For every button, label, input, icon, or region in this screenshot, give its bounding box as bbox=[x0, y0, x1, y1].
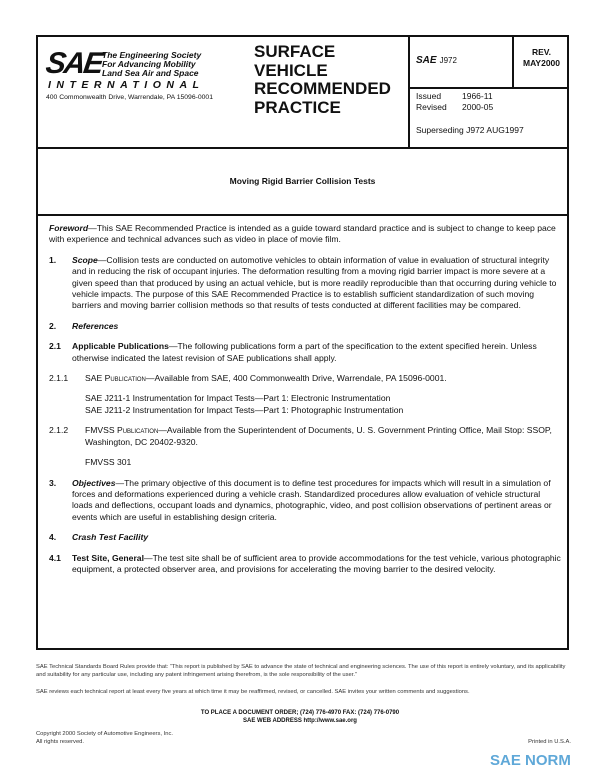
revised-date: 2000-05 bbox=[462, 102, 494, 112]
sae-small-logo: SAE bbox=[416, 55, 437, 66]
category-line: PRACTICE bbox=[254, 97, 341, 117]
document-header bbox=[38, 37, 567, 149]
section-heading: Test Site, General bbox=[72, 552, 144, 563]
reference: SAE J211-2 Instrumentation for Impact Tests—Part 1: Photographic Instrumentation bbox=[85, 404, 404, 415]
section-number: 1. bbox=[49, 254, 57, 265]
tagline-line: The Engineering Society bbox=[102, 50, 202, 60]
section-heading: Scope bbox=[72, 254, 98, 265]
section-heading: Applicable Publications bbox=[72, 341, 169, 352]
section-number: 2.1 bbox=[49, 341, 61, 352]
section-number: 4.1 bbox=[49, 552, 61, 563]
web-address: SAE WEB ADDRESS http://www.sae.org bbox=[243, 718, 357, 724]
section-heading: FMVSS Publication bbox=[85, 425, 159, 436]
section-2-1-1 bbox=[49, 373, 561, 384]
order-info bbox=[0, 709, 600, 725]
doc-number bbox=[416, 55, 457, 66]
section-text: —Available from the Superintendent of Documents, U. S. Government Printing Office, Mail Stop: SSOP, Washington, DC 20402-9320. bbox=[85, 425, 552, 447]
doc-number-text: J972 bbox=[439, 56, 457, 65]
rev-label: REV. bbox=[531, 47, 552, 57]
section-text: —The primary objective of this document is to define test procedures for impacts which will result in a simulation of forces and deformations experienced during a vehicle crash. Standardized procedures allow evaluation of vehicle structural loads and deflections, occupant loads and dynamics, photographic, video, and post collision observations of pertinent areas or events which are useful in establishing design criteria. bbox=[72, 477, 552, 522]
section-4 bbox=[49, 532, 561, 543]
doc-id-row bbox=[410, 37, 569, 89]
order-phone: TO PLACE A DOCUMENT ORDER; (724) 776-4970 FAX: (724) 776-0790 bbox=[200, 710, 400, 716]
reference: SAE J211-1 Instrumentation for Impact Tests—Part 1: Electronic Instrumentation bbox=[85, 393, 391, 404]
section-2-1 bbox=[49, 341, 561, 364]
issued-label: Issued bbox=[416, 91, 442, 101]
section-4-1 bbox=[49, 553, 561, 576]
foreword bbox=[49, 223, 561, 246]
foreword-text: —This SAE Recommended Practice is intended as a guide toward standard practice and is subject to change to keep pace with experience and technical advances such as video in place of movie film. bbox=[49, 223, 556, 245]
section-2-1-2 bbox=[49, 425, 561, 448]
section-2 bbox=[49, 321, 561, 332]
revised-label: Revised bbox=[416, 102, 447, 112]
doc-category bbox=[254, 43, 391, 117]
section-number: 3. bbox=[49, 477, 57, 488]
tagline-line: Land Sea Air and Space bbox=[102, 68, 199, 78]
section-heading: Objectives bbox=[72, 477, 116, 488]
section-text: —The test site shall be of sufficient area to provide accommodations for the test vehicle, various photographic equipment, a protected observer area, and provisions for accelerating the moving barrier to the desired velocity. bbox=[72, 552, 561, 574]
document-frame bbox=[36, 35, 569, 650]
international-text: INTERNATIONAL bbox=[48, 79, 205, 91]
document-title: Moving Rigid Barrier Collision Tests bbox=[229, 176, 376, 186]
copyright-text: Copyright 2000 Society of Automotive Engineers, Inc. bbox=[36, 731, 173, 737]
sae-logo-mark: SAE bbox=[43, 47, 105, 80]
tagline-line: For Advancing Mobility bbox=[102, 59, 196, 69]
issued-date: 1966-11 bbox=[462, 91, 493, 101]
category-line: RECOMMENDED bbox=[254, 79, 391, 98]
sae-references bbox=[49, 393, 561, 416]
society-tagline bbox=[102, 51, 201, 78]
sae-norm-watermark: SAE NORM bbox=[490, 752, 571, 769]
superseding: Superseding J972 AUG1997 bbox=[416, 125, 524, 135]
section-number: 4. bbox=[49, 532, 57, 543]
section-text: —Available from SAE, 400 Commonwealth Drive, Warrendale, PA 15096-0001. bbox=[145, 373, 447, 384]
section-number: 2. bbox=[49, 320, 57, 331]
section-heading: SAE Publication bbox=[85, 373, 146, 384]
section-number: 2.1.1 bbox=[49, 373, 69, 384]
category-line: SURFACE bbox=[254, 42, 336, 61]
foreword-heading: Foreword bbox=[49, 223, 89, 233]
printed-in: Printed in U.S.A. bbox=[528, 739, 571, 745]
section-text: —Collision tests are conducted on automotive vehicles to obtain information of value in evaluation of structural integrity and in reducing the risk of occupant injuries. The deformation resulting from a moving rigid barrier impact is more severe at a given speed than that produced by using an actual vehicle, but is more readily reproducible than that occurring during vehicle to vehicle impacts. The purpose of this SAE Recommended Practice is to establish sufficient standardization of such moving barriers and moving barrier collision methods so that results of tests conducted at different facilities may be compared. bbox=[72, 254, 557, 311]
document-body bbox=[49, 223, 561, 584]
rev-date: MAY2000 bbox=[522, 58, 561, 68]
dates bbox=[416, 91, 508, 113]
section-heading: References bbox=[72, 320, 119, 331]
revision-box bbox=[512, 37, 569, 87]
section-heading: Crash Test Facility bbox=[72, 532, 149, 543]
fmvss-reference: FMVSS 301 bbox=[85, 457, 132, 468]
section-1 bbox=[49, 255, 561, 312]
address: 400 Commonwealth Drive, Warrendale, PA 15096-0001 bbox=[46, 94, 213, 101]
rights-text: All rights reserved. bbox=[36, 739, 85, 745]
category-line: VEHICLE bbox=[254, 60, 328, 80]
section-number: 2.1.2 bbox=[49, 425, 69, 436]
section-text: —The following publications form a part of the specification to the extent specified herein. Unless otherwise indicated the latest revision of SAE publications shall apply. bbox=[72, 341, 537, 363]
doc-info bbox=[408, 37, 569, 147]
title-row bbox=[38, 147, 567, 216]
policy-text: SAE Technical Standards Board Rules provide that: “This report is published by SAE to advance the state of technical and engineering sciences. The use of this report is entirely voluntary, and its applicability and suitability for any particular use, including any patent infringement arising therefrom, is the sole responsibility of the user.” bbox=[36, 664, 566, 678]
section-3 bbox=[49, 478, 561, 524]
review-text: SAE reviews each technical report at least every five years at which time it may be reaffirmed, revised, or cancelled. SAE invites your written comments and suggestions. bbox=[36, 689, 470, 695]
